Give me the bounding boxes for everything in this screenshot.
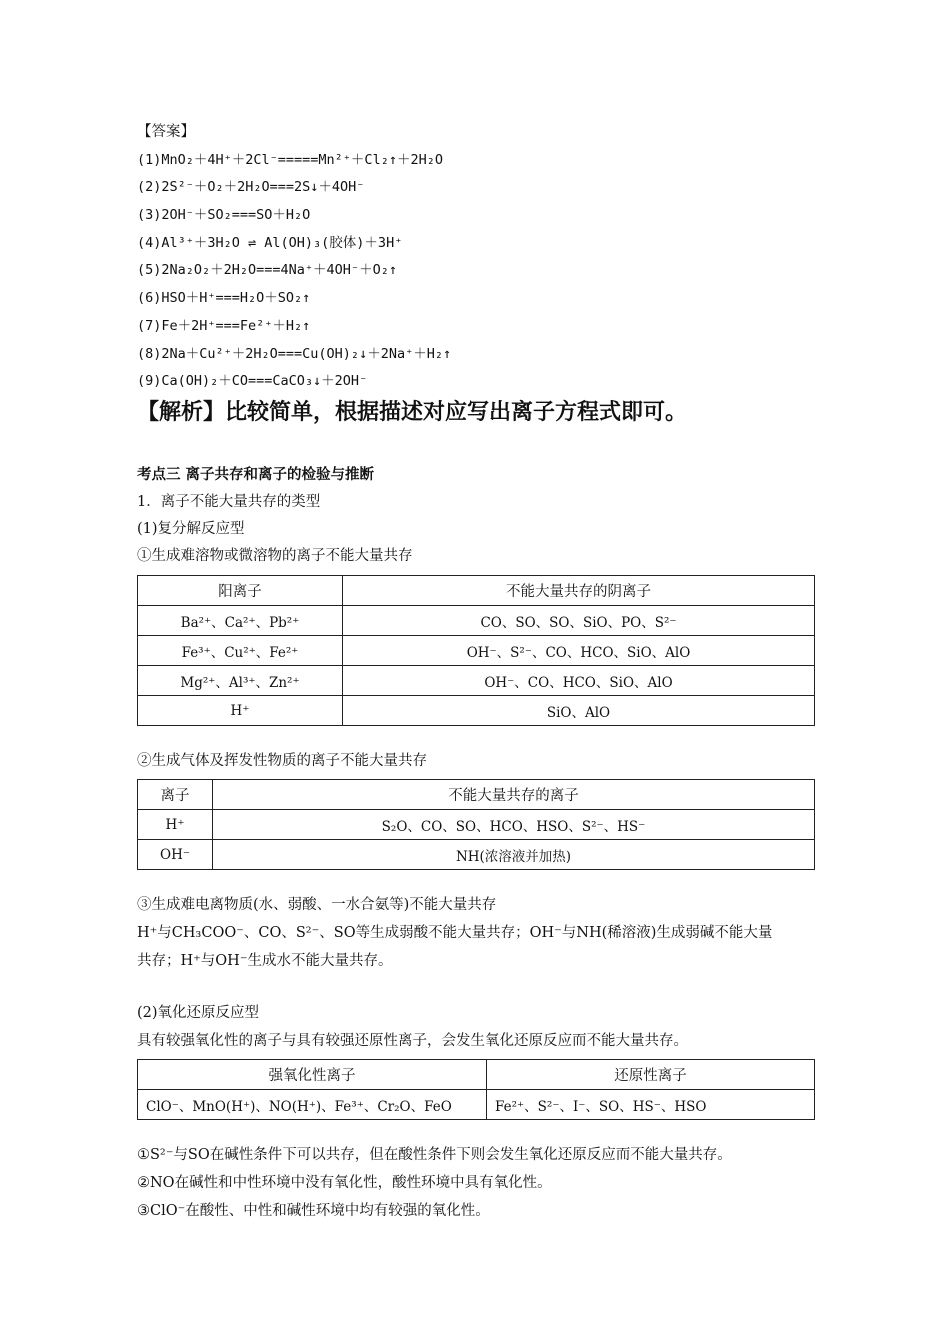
equation-line: (6)HSO＋H⁺===H₂O＋SO₂↑ bbox=[137, 290, 311, 306]
table-cell: Ba²⁺、Ca²⁺、Pb²⁺ bbox=[138, 606, 343, 636]
table-cell: ClO⁻、MnO(H⁺)、NO(H⁺)、Fe³⁺、Cr₂O、FeO bbox=[138, 1090, 487, 1120]
table-cell: Mg²⁺、Al³⁺、Zn²⁺ bbox=[138, 666, 343, 696]
equation-line: (1)MnO₂＋4H⁺＋2Cl⁻=====Mn²⁺＋Cl₂↑＋2H₂O bbox=[137, 152, 443, 168]
gas-table bbox=[137, 779, 815, 870]
table-row bbox=[138, 636, 815, 666]
answer-heading: 【答案】 bbox=[137, 124, 195, 140]
table-cell: NH(浓溶液并加热) bbox=[213, 840, 815, 870]
sub-heading: (1)复分解反应型 bbox=[137, 521, 245, 537]
table-cell: OH⁻、CO、HCO、SiO、AlO bbox=[343, 666, 815, 696]
case-heading: ①生成难溶物或微溶物的离子不能大量共存 bbox=[137, 548, 413, 564]
paragraph: H⁺与CH₃COO⁻、CO、S²⁻、SO等生成弱酸不能大量共存；OH⁻与NH(稀溶液)生成弱碱不能大量 bbox=[137, 925, 773, 941]
paragraph: 具有较强氧化性的离子与具有较强还原性离子，会发生氧化还原反应而不能大量共存。 bbox=[137, 1033, 688, 1049]
section-title: 考点三 离子共存和离子的检验与推断 bbox=[137, 467, 375, 483]
case-heading: ③生成难电离物质(水、弱酸、一水合氨等)不能大量共存 bbox=[137, 897, 497, 913]
redox-table bbox=[137, 1059, 815, 1120]
table-cell: OH⁻ bbox=[138, 840, 213, 870]
equation-line: (2)2S²⁻＋O₂＋2H₂O===2S↓＋4OH⁻ bbox=[137, 179, 365, 195]
table-cell: SiO、AlO bbox=[343, 696, 815, 726]
table-cell: CO、SO、SO、SiO、PO、S²⁻ bbox=[343, 606, 815, 636]
table-header: 不能大量共存的阴离子 bbox=[343, 576, 815, 606]
equation-line: (7)Fe＋2H⁺===Fe²⁺＋H₂↑ bbox=[137, 318, 311, 334]
item-heading: 1．离子不能大量共存的类型 bbox=[137, 494, 321, 510]
table-header: 还原性离子 bbox=[487, 1060, 815, 1090]
equation-line: (9)Ca(OH)₂＋CO===CaCO₃↓＋2OH⁻ bbox=[137, 373, 368, 389]
case-heading: ②生成气体及挥发性物质的离子不能大量共存 bbox=[137, 753, 427, 769]
table-cell: H⁺ bbox=[138, 696, 343, 726]
table-header: 不能大量共存的离子 bbox=[213, 780, 815, 810]
insoluble-table bbox=[137, 575, 815, 726]
note-line: ①S²⁻与SO在碱性条件下可以共存，但在酸性条件下则会发生氧化还原反应而不能大量共存。 bbox=[137, 1147, 732, 1163]
table-row bbox=[138, 666, 815, 696]
table-header: 离子 bbox=[138, 780, 213, 810]
equation-line: (8)2Na＋Cu²⁺＋2H₂O===Cu(OH)₂↓＋2Na⁺＋H₂↑ bbox=[137, 346, 452, 362]
table-row bbox=[138, 840, 815, 870]
table-cell: Fe³⁺、Cu²⁺、Fe²⁺ bbox=[138, 636, 343, 666]
note-line: ②NO在碱性和中性环境中没有氧化性，酸性环境中具有氧化性。 bbox=[137, 1175, 552, 1191]
table-header: 阳离子 bbox=[138, 576, 343, 606]
table-row bbox=[138, 1090, 815, 1120]
table-cell: H⁺ bbox=[138, 810, 213, 840]
equation-line: (3)2OH⁻＋SO₂===SO＋H₂O bbox=[137, 207, 311, 223]
table-cell: OH⁻、S²⁻、CO、HCO、SiO、AlO bbox=[343, 636, 815, 666]
equation-line: (4)Al³⁺＋3H₂O ⇌ Al(OH)₃(胶体)＋3H⁺ bbox=[137, 235, 403, 251]
sub-heading: (2)氧化还原反应型 bbox=[137, 1005, 260, 1021]
table-header: 强氧化性离子 bbox=[138, 1060, 487, 1090]
paragraph: 共存；H⁺与OH⁻生成水不能大量共存。 bbox=[137, 953, 393, 969]
note-line: ③ClO⁻在酸性、中性和碱性环境中均有较强的氧化性。 bbox=[137, 1203, 490, 1219]
table-row bbox=[138, 606, 815, 636]
equation-line: (5)2Na₂O₂＋2H₂O===4Na⁺＋4OH⁻＋O₂↑ bbox=[137, 262, 397, 278]
table-row bbox=[138, 696, 815, 726]
table-cell: S₂O、CO、SO、HCO、HSO、S²⁻、HS⁻ bbox=[213, 810, 815, 840]
table-row bbox=[138, 810, 815, 840]
table-cell: Fe²⁺、S²⁻、I⁻、SO、HS⁻、HSO bbox=[487, 1090, 815, 1120]
analysis-text: 【解析】比较简单，根据描述对应写出离子方程式即可。 bbox=[137, 400, 688, 425]
